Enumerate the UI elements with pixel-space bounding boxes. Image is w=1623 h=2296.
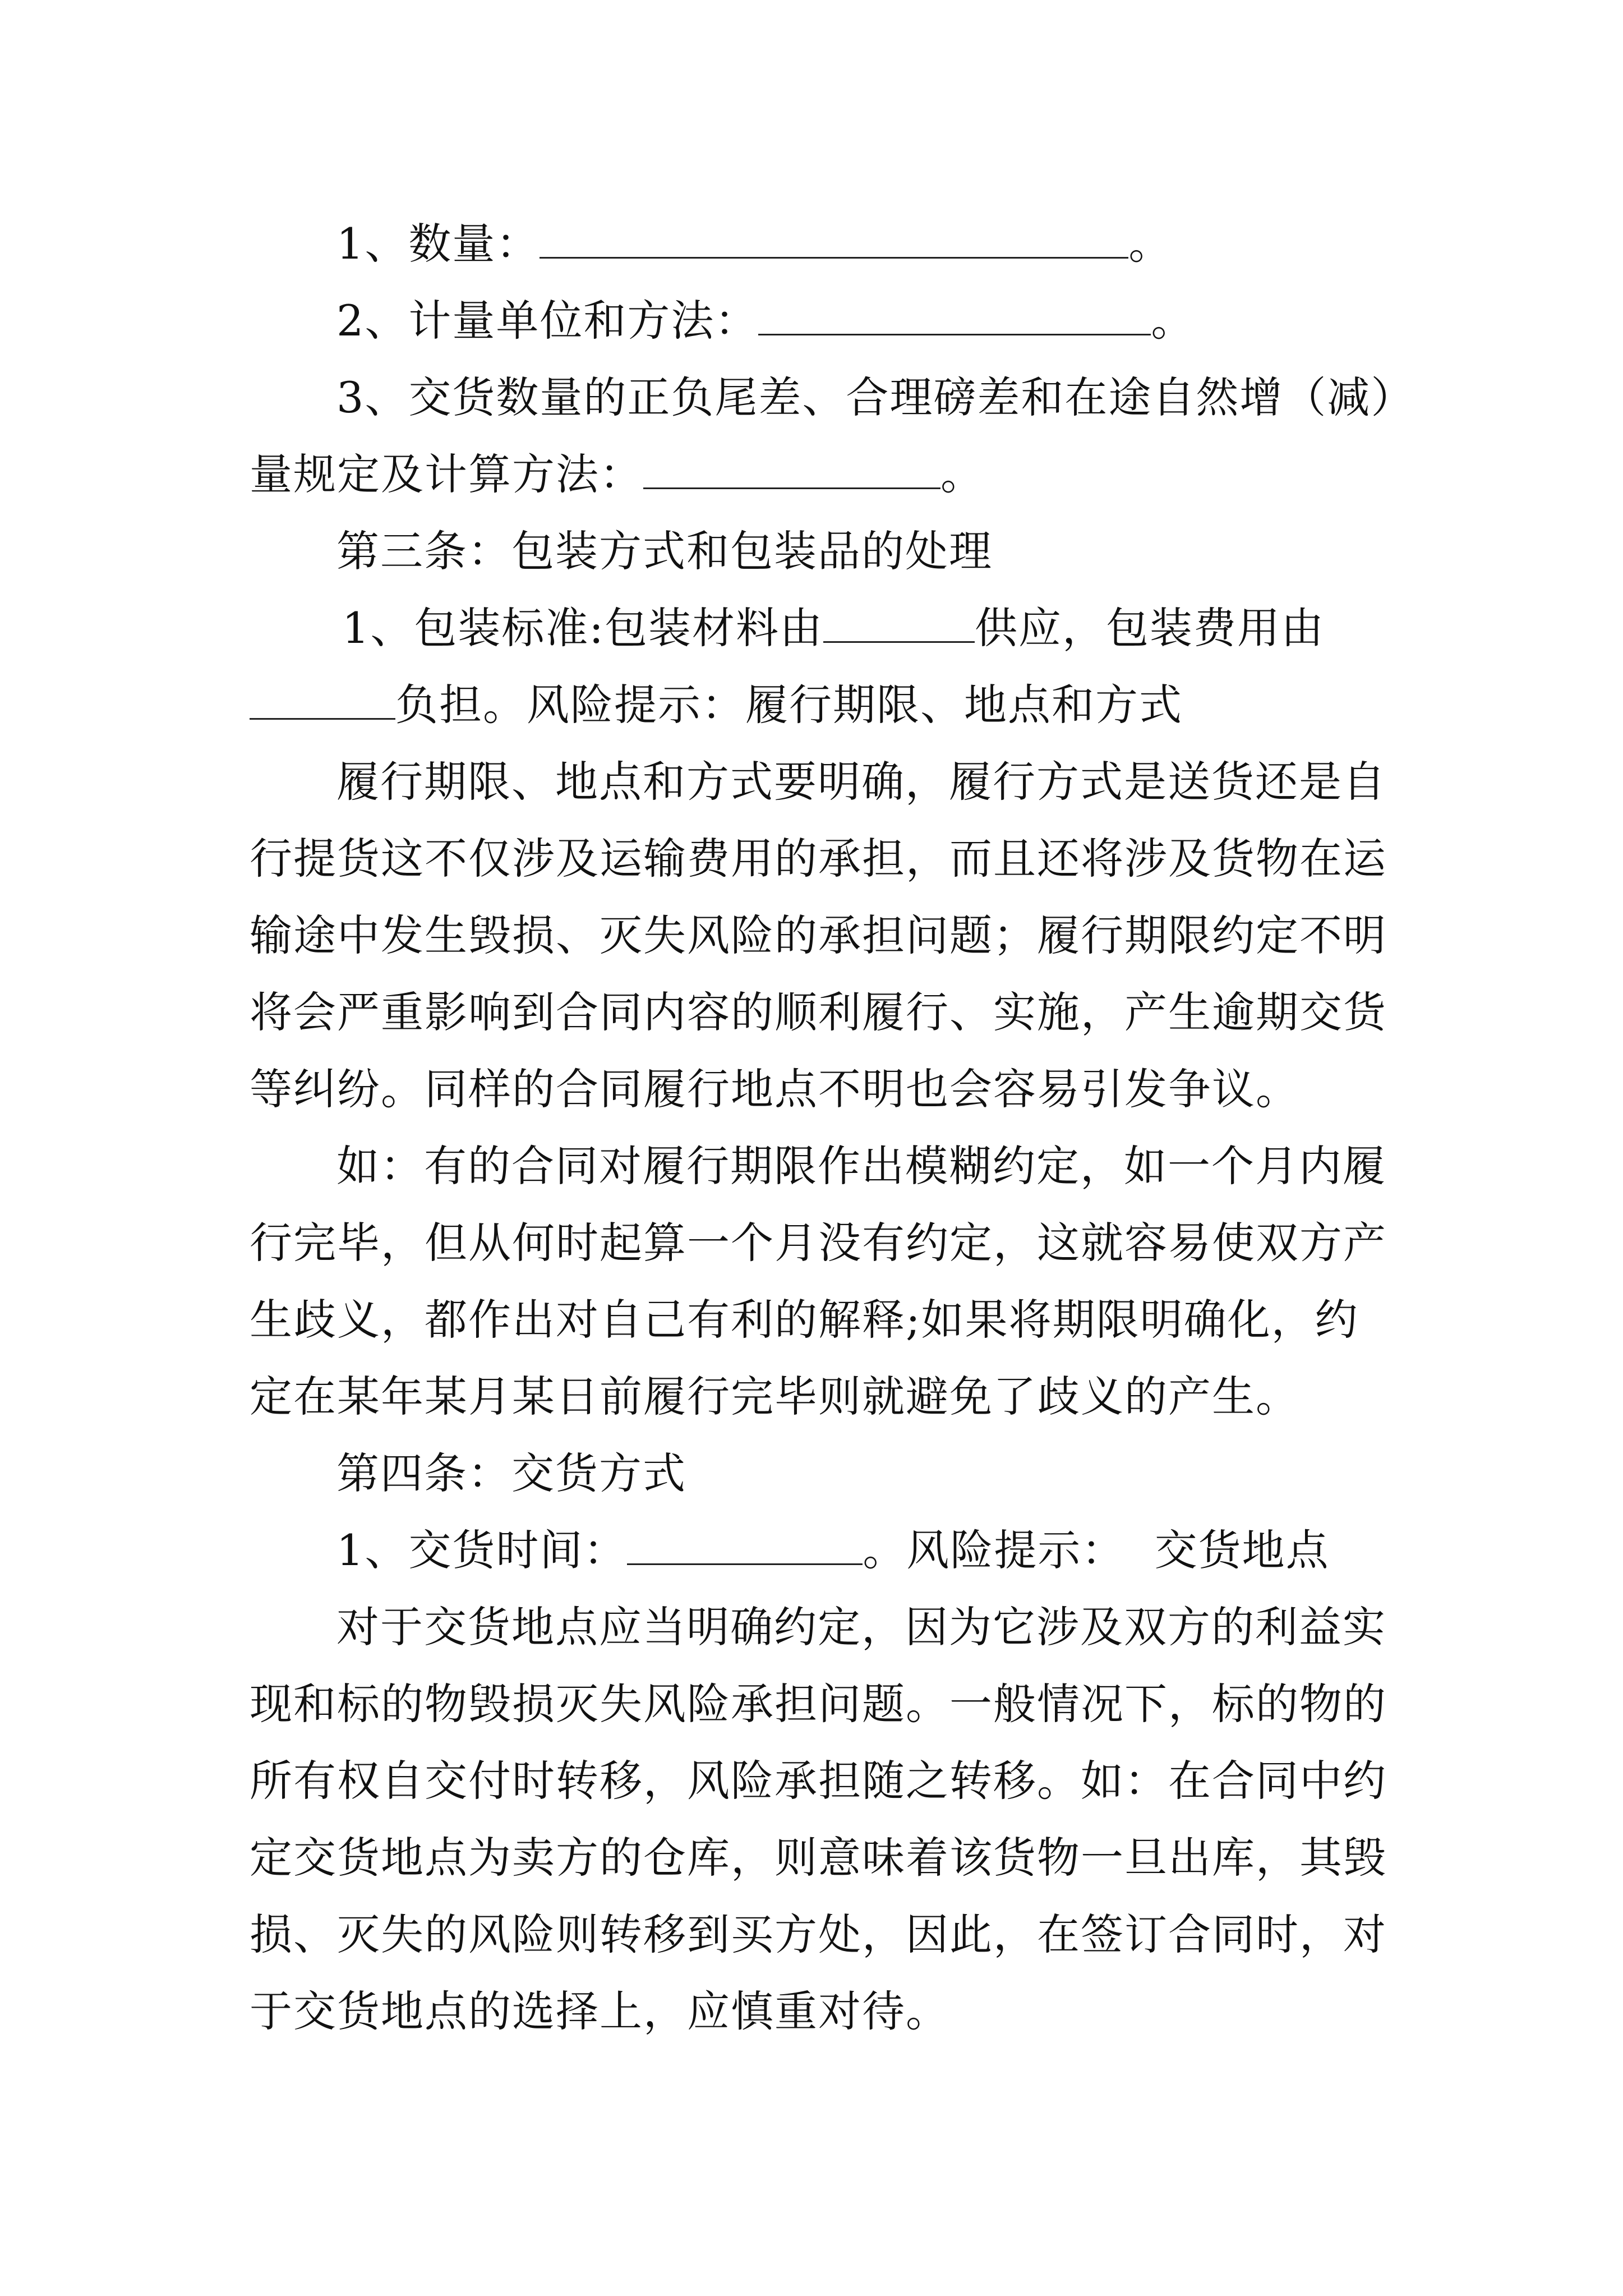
item-unit-method-end: 。 (1151, 296, 1195, 346)
packaging-standard-cont: 供应，包装费用由 (974, 603, 1325, 653)
paragraph-line (250, 1833, 1387, 1883)
item-tolerance-cont-end: 。 (940, 449, 984, 499)
packaging-cost-blank (250, 683, 395, 720)
paragraph-line (336, 1602, 1386, 1653)
paragraph-text: 所有权自交付时转移，风险承担随之转移。如：在合同中约 (250, 1756, 1387, 1806)
paragraph-text: 现和标的物毁损灭失风险承担问题。一般情况下，标的物的 (250, 1679, 1387, 1729)
paragraph-text: 如：有的合同对履行期限作出模糊约定，如一个月内履 (336, 1141, 1386, 1191)
delivery-time-line (336, 1525, 1330, 1576)
item-tolerance-cont-line (250, 449, 984, 500)
paragraph-line (250, 1679, 1387, 1729)
item-quantity-line (336, 219, 1172, 269)
item-tolerance-text: 3、交货数量的正负尾差、合理磅差和在途自然增（减） (336, 372, 1415, 422)
paragraph-text: 等纠纷。同样的合同履行地点不明也会容易引发争议。 (250, 1064, 1299, 1114)
paragraph-line (250, 1218, 1387, 1268)
packaging-standard-line (342, 603, 1325, 654)
paragraph-line (250, 1986, 949, 2037)
paragraph-text: 于交货地点的选择上，应慎重对待。 (250, 1986, 949, 2036)
paragraph-line (250, 987, 1387, 1038)
article-three-heading (336, 526, 993, 577)
paragraph-line (250, 1756, 1387, 1806)
packaging-cost-text: 负担。风险提示：履行期限、地点和方式 (395, 680, 1183, 730)
paragraph-line (336, 1141, 1386, 1191)
paragraph-text: 损、灭失的风险则转移到买方处，因此，在签订合同时，对 (250, 1910, 1387, 1959)
paragraph-text: 履行期限、地点和方式要明确，履行方式是送货还是自 (336, 757, 1386, 807)
item-unit-method-label: 2、计量单位和方法： (336, 296, 759, 346)
paragraph-line (250, 834, 1387, 884)
paragraph-text: 生歧义，都作出对自己有利的解释;如果将期限明确化，约 (250, 1295, 1359, 1345)
paragraph-line (250, 1064, 1299, 1115)
paragraph-text: 将会严重影响到合同内容的顺利履行、实施，产生逾期交货 (250, 987, 1387, 1037)
paragraph-line (250, 1372, 1299, 1422)
packaging-standard-label: 1、包装标准:包装材料由 (342, 603, 823, 653)
unit-method-blank (758, 299, 1151, 335)
quantity-blank (540, 222, 1128, 259)
item-unit-method-line (336, 296, 1195, 346)
tolerance-blank (643, 453, 940, 489)
delivery-time-label: 1、交货时间： (336, 1525, 628, 1575)
article-four-text: 第四条：交货方式 (336, 1448, 686, 1498)
paragraph-text: 定交货地点为卖方的仓库，则意味着该货物一旦出库，其毁 (250, 1833, 1387, 1883)
paragraph-line (336, 757, 1386, 807)
packaging-cost-line (250, 680, 1183, 730)
item-quantity-end: 。 (1128, 219, 1173, 269)
delivery-time-blank (627, 1529, 863, 1565)
item-tolerance-line (336, 372, 1415, 423)
paragraph-text: 行完毕，但从何时起算一个月没有约定，这就容易使双方产 (250, 1218, 1387, 1268)
paragraph-line (250, 910, 1387, 961)
paragraph-text: 行提货这不仅涉及运输费用的承担，而且还将涉及货物在运 (250, 834, 1387, 884)
paragraph-text: 对于交货地点应当明确约定，因为它涉及双方的利益实 (336, 1602, 1386, 1652)
paragraph-text: 输途中发生毁损、灭失风险的承担问题；履行期限约定不明 (250, 910, 1387, 960)
paragraph-line (250, 1910, 1387, 1960)
paragraph-text: 定在某年某月某日前履行完毕则就避免了歧义的产生。 (250, 1372, 1299, 1421)
item-quantity-label: 1、数量： (336, 219, 540, 269)
delivery-time-cont: 。风险提示： 交货地点 (863, 1525, 1330, 1575)
article-three-text: 第三条：包装方式和包装品的处理 (336, 526, 993, 576)
article-four-heading (336, 1448, 686, 1499)
item-tolerance-cont-label: 量规定及计算方法： (250, 449, 643, 499)
packaging-supplier-blank (823, 606, 975, 643)
paragraph-line (250, 1295, 1359, 1345)
